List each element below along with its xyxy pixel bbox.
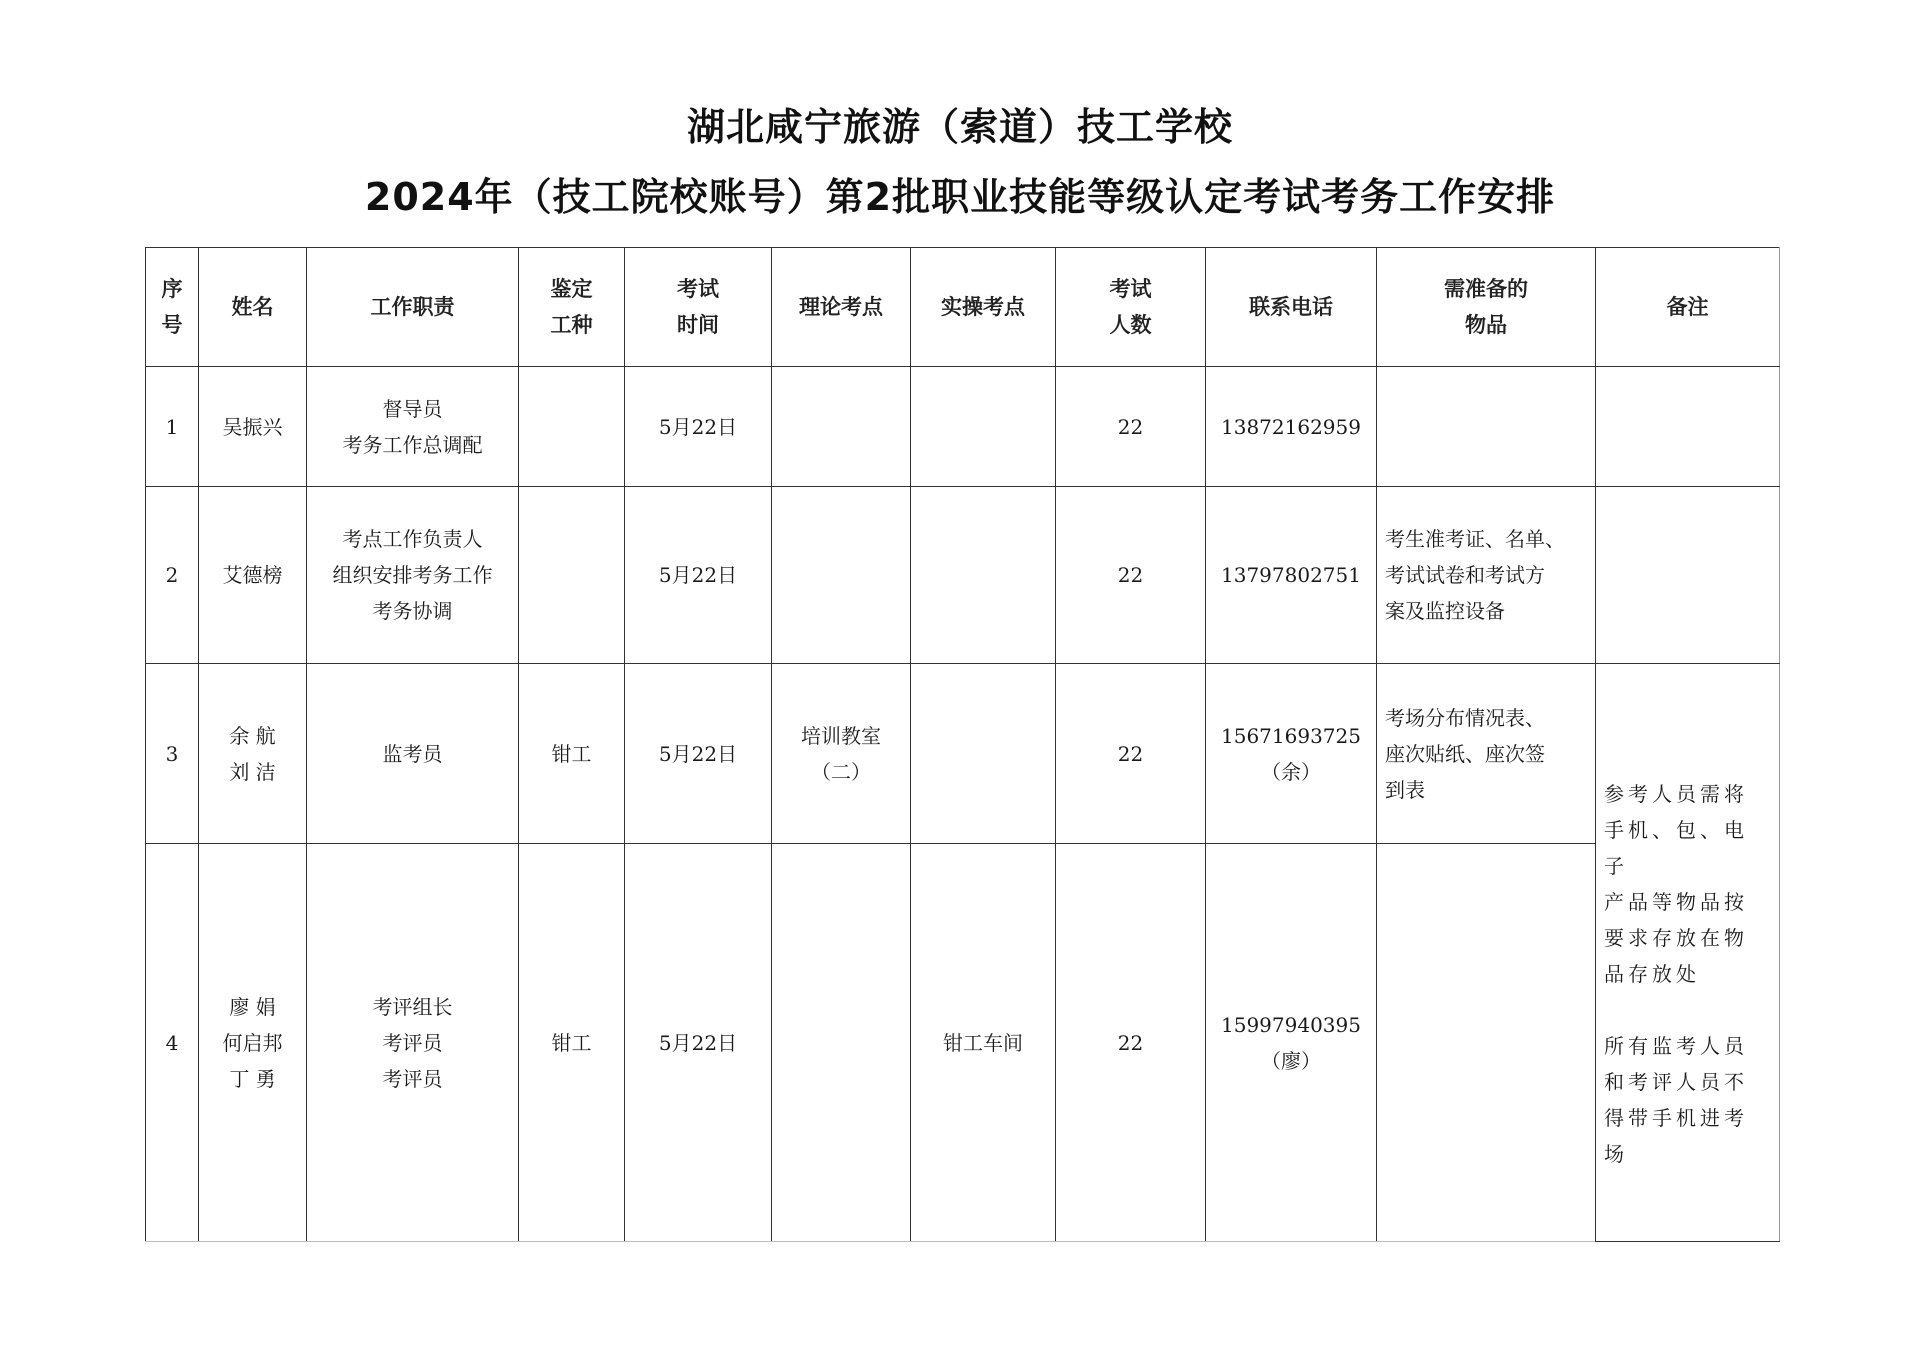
cell-seq: 4	[146, 844, 199, 1242]
header-seq: 序 号	[146, 248, 199, 367]
cell-practical-site	[911, 487, 1056, 664]
cell-trade	[519, 487, 625, 664]
table-row	[146, 664, 1780, 844]
cell-exam-time: 5月22日	[625, 487, 772, 664]
header-name: 姓名	[199, 248, 307, 367]
cell-theory-site: 培训教室 （二）	[772, 664, 911, 844]
header-practical-site: 实操考点	[911, 248, 1056, 367]
cell-names: 吴振兴	[199, 367, 307, 487]
cell-exam-time: 5月22日	[625, 844, 772, 1242]
document-title: 湖北咸宁旅游（索道）技工学校	[686, 105, 1233, 149]
cell-materials: 考生准考证、名单、 考试试卷和考试方 案及监控设备	[1377, 487, 1596, 664]
document-subtitle: 2024年（技工院校账号）第2批职业技能等级认定考试考务工作安排	[364, 175, 1556, 219]
cell-names: 余 航 刘 洁	[199, 664, 307, 844]
table-row	[146, 487, 1780, 664]
table-row	[146, 367, 1780, 487]
cell-seq: 2	[146, 487, 199, 664]
cell-theory-site	[772, 844, 911, 1242]
cell-exam-count: 22	[1056, 487, 1206, 664]
cell-practical-site: 钳工车间	[911, 844, 1056, 1242]
table-header-row	[146, 248, 1780, 367]
cell-phone: 13797802751	[1206, 487, 1377, 664]
cell-remarks-merged	[1596, 664, 1780, 1242]
cell-materials	[1377, 367, 1596, 487]
cell-materials	[1377, 844, 1596, 1242]
cell-duty: 考评组长 考评员 考评员	[307, 844, 519, 1242]
cell-duty: 监考员	[307, 664, 519, 844]
cell-phone: 15671693725 （余）	[1206, 664, 1377, 844]
remark-paragraph-1: 参考人员需将 手机、包、电子 产品等物品按 要求存放在物 品存放处	[1604, 782, 1748, 986]
cell-seq: 1	[146, 367, 199, 487]
paragraph-gap	[1604, 992, 1771, 1028]
header-phone: 联系电话	[1206, 248, 1377, 367]
header-materials: 需准备的 物品	[1377, 248, 1596, 367]
exam-schedule-table	[145, 247, 1780, 1242]
cell-exam-count: 22	[1056, 664, 1206, 844]
cell-theory-site	[772, 367, 911, 487]
cell-phone: 13872162959	[1206, 367, 1377, 487]
table-row	[146, 844, 1780, 1242]
header-remarks: 备注	[1596, 248, 1780, 367]
cell-names: 艾德榜	[199, 487, 307, 664]
header-duty: 工作职责	[307, 248, 519, 367]
cell-duty: 督导员 考务工作总调配	[307, 367, 519, 487]
cell-remarks	[1596, 367, 1780, 487]
cell-names: 廖 娟 何启邦 丁 勇	[199, 844, 307, 1242]
header-exam-count: 考试 人数	[1056, 248, 1206, 367]
cell-exam-count: 22	[1056, 367, 1206, 487]
cell-exam-time: 5月22日	[625, 367, 772, 487]
header-theory-site: 理论考点	[772, 248, 911, 367]
cell-theory-site	[772, 487, 911, 664]
header-exam-time: 考试 时间	[625, 248, 772, 367]
cell-phone: 15997940395 （廖）	[1206, 844, 1377, 1242]
cell-trade	[519, 367, 625, 487]
cell-practical-site	[911, 664, 1056, 844]
cell-exam-time: 5月22日	[625, 664, 772, 844]
cell-practical-site	[911, 367, 1056, 487]
cell-seq: 3	[146, 664, 199, 844]
cell-remarks	[1596, 487, 1780, 664]
cell-trade: 钳工	[519, 664, 625, 844]
header-trade: 鉴定 工种	[519, 248, 625, 367]
cell-materials: 考场分布情况表、 座次贴纸、座次签 到表	[1377, 664, 1596, 844]
cell-duty: 考点工作负责人 组织安排考务工作 考务协调	[307, 487, 519, 664]
cell-trade: 钳工	[519, 844, 625, 1242]
remark-paragraph-2: 所有监考人员 和考评人员不 得带手机进考 场	[1604, 1034, 1748, 1166]
cell-exam-count: 22	[1056, 844, 1206, 1242]
